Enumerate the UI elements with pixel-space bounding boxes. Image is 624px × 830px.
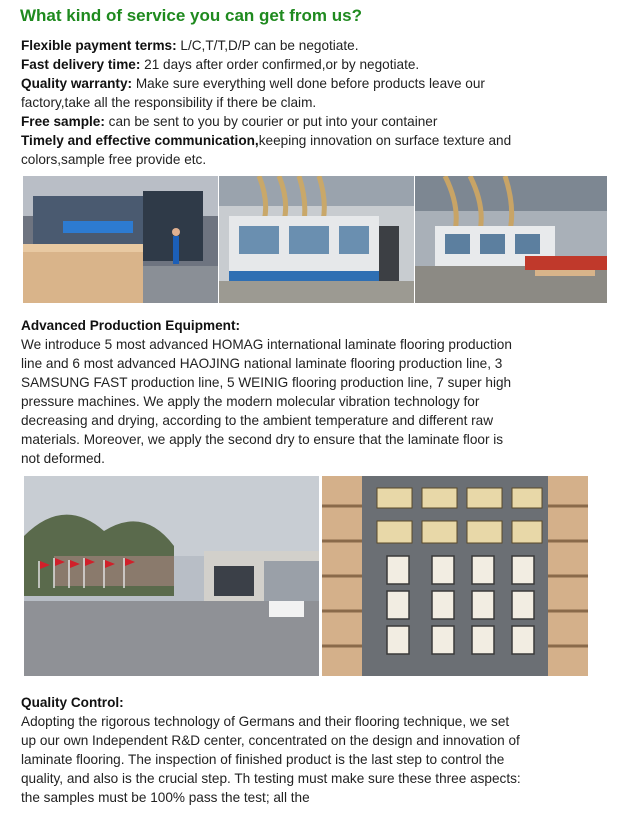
- factory-exterior-photo: [24, 476, 319, 676]
- factory-photo-production-line: [219, 176, 414, 303]
- section-heading: What kind of service you can get from us?: [20, 6, 362, 25]
- certificates-wall-photo: [322, 476, 588, 676]
- equipment-body: We introduce 5 most advanced HOMAG international laminate flooring production line and 6 most advanced HAOJING national laminate flooring production line, 3 SAMSUNG FAST production line, 5 WEINIG flooring production line, 7 super high pressure machines. We apply the modern molecular vibration technology for decreasing and drying, according to the ambient temperature and different raw materials. Moreover, we apply the second dry to ensure that the laminate floor is not deformed.: [21, 337, 512, 466]
- free-sample-text: can be sent to you by courier or put into your container: [104, 114, 438, 129]
- quality-warranty-label: Quality warranty:: [21, 76, 133, 91]
- quality-section: [21, 693, 521, 807]
- delivery-time-text: 21 days after order confirmed,or by negotiate.: [140, 57, 420, 72]
- payment-terms-text: L/C,T/T,D/P can be negotiate.: [176, 38, 359, 53]
- equipment-title: Advanced Production Equipment:: [21, 318, 241, 333]
- factory-photo-cutting-line: [415, 176, 607, 303]
- service-terms: [21, 36, 521, 169]
- equipment-section: [21, 316, 521, 468]
- delivery-time-label: Fast delivery time:: [21, 57, 141, 72]
- payment-terms-label: Flexible payment terms:: [21, 38, 177, 53]
- free-sample-label: Free sample:: [21, 114, 105, 129]
- quality-warranty-text: Make sure everything well done before products leave our factory,take all the responsibility if there be claim.: [21, 76, 485, 110]
- communication-text: keeping innovation on surface texture and colors,sample free provide etc.: [21, 133, 512, 167]
- communication-label: Timely and effective communication,: [21, 133, 259, 148]
- quality-body: Adopting the rigorous technology of Germans and their flooring technique, we set up our own Independent R&D center, concentrated on the design and innovation of laminate flooring. The inspection of finished product is the last step to control the quality, and also is the crucial step. Th testing must make sure these three aspects: the samples must be 100% pass the test; all the: [21, 714, 521, 805]
- factory-photo-press: [23, 176, 218, 303]
- quality-title: Quality Control:: [21, 695, 124, 710]
